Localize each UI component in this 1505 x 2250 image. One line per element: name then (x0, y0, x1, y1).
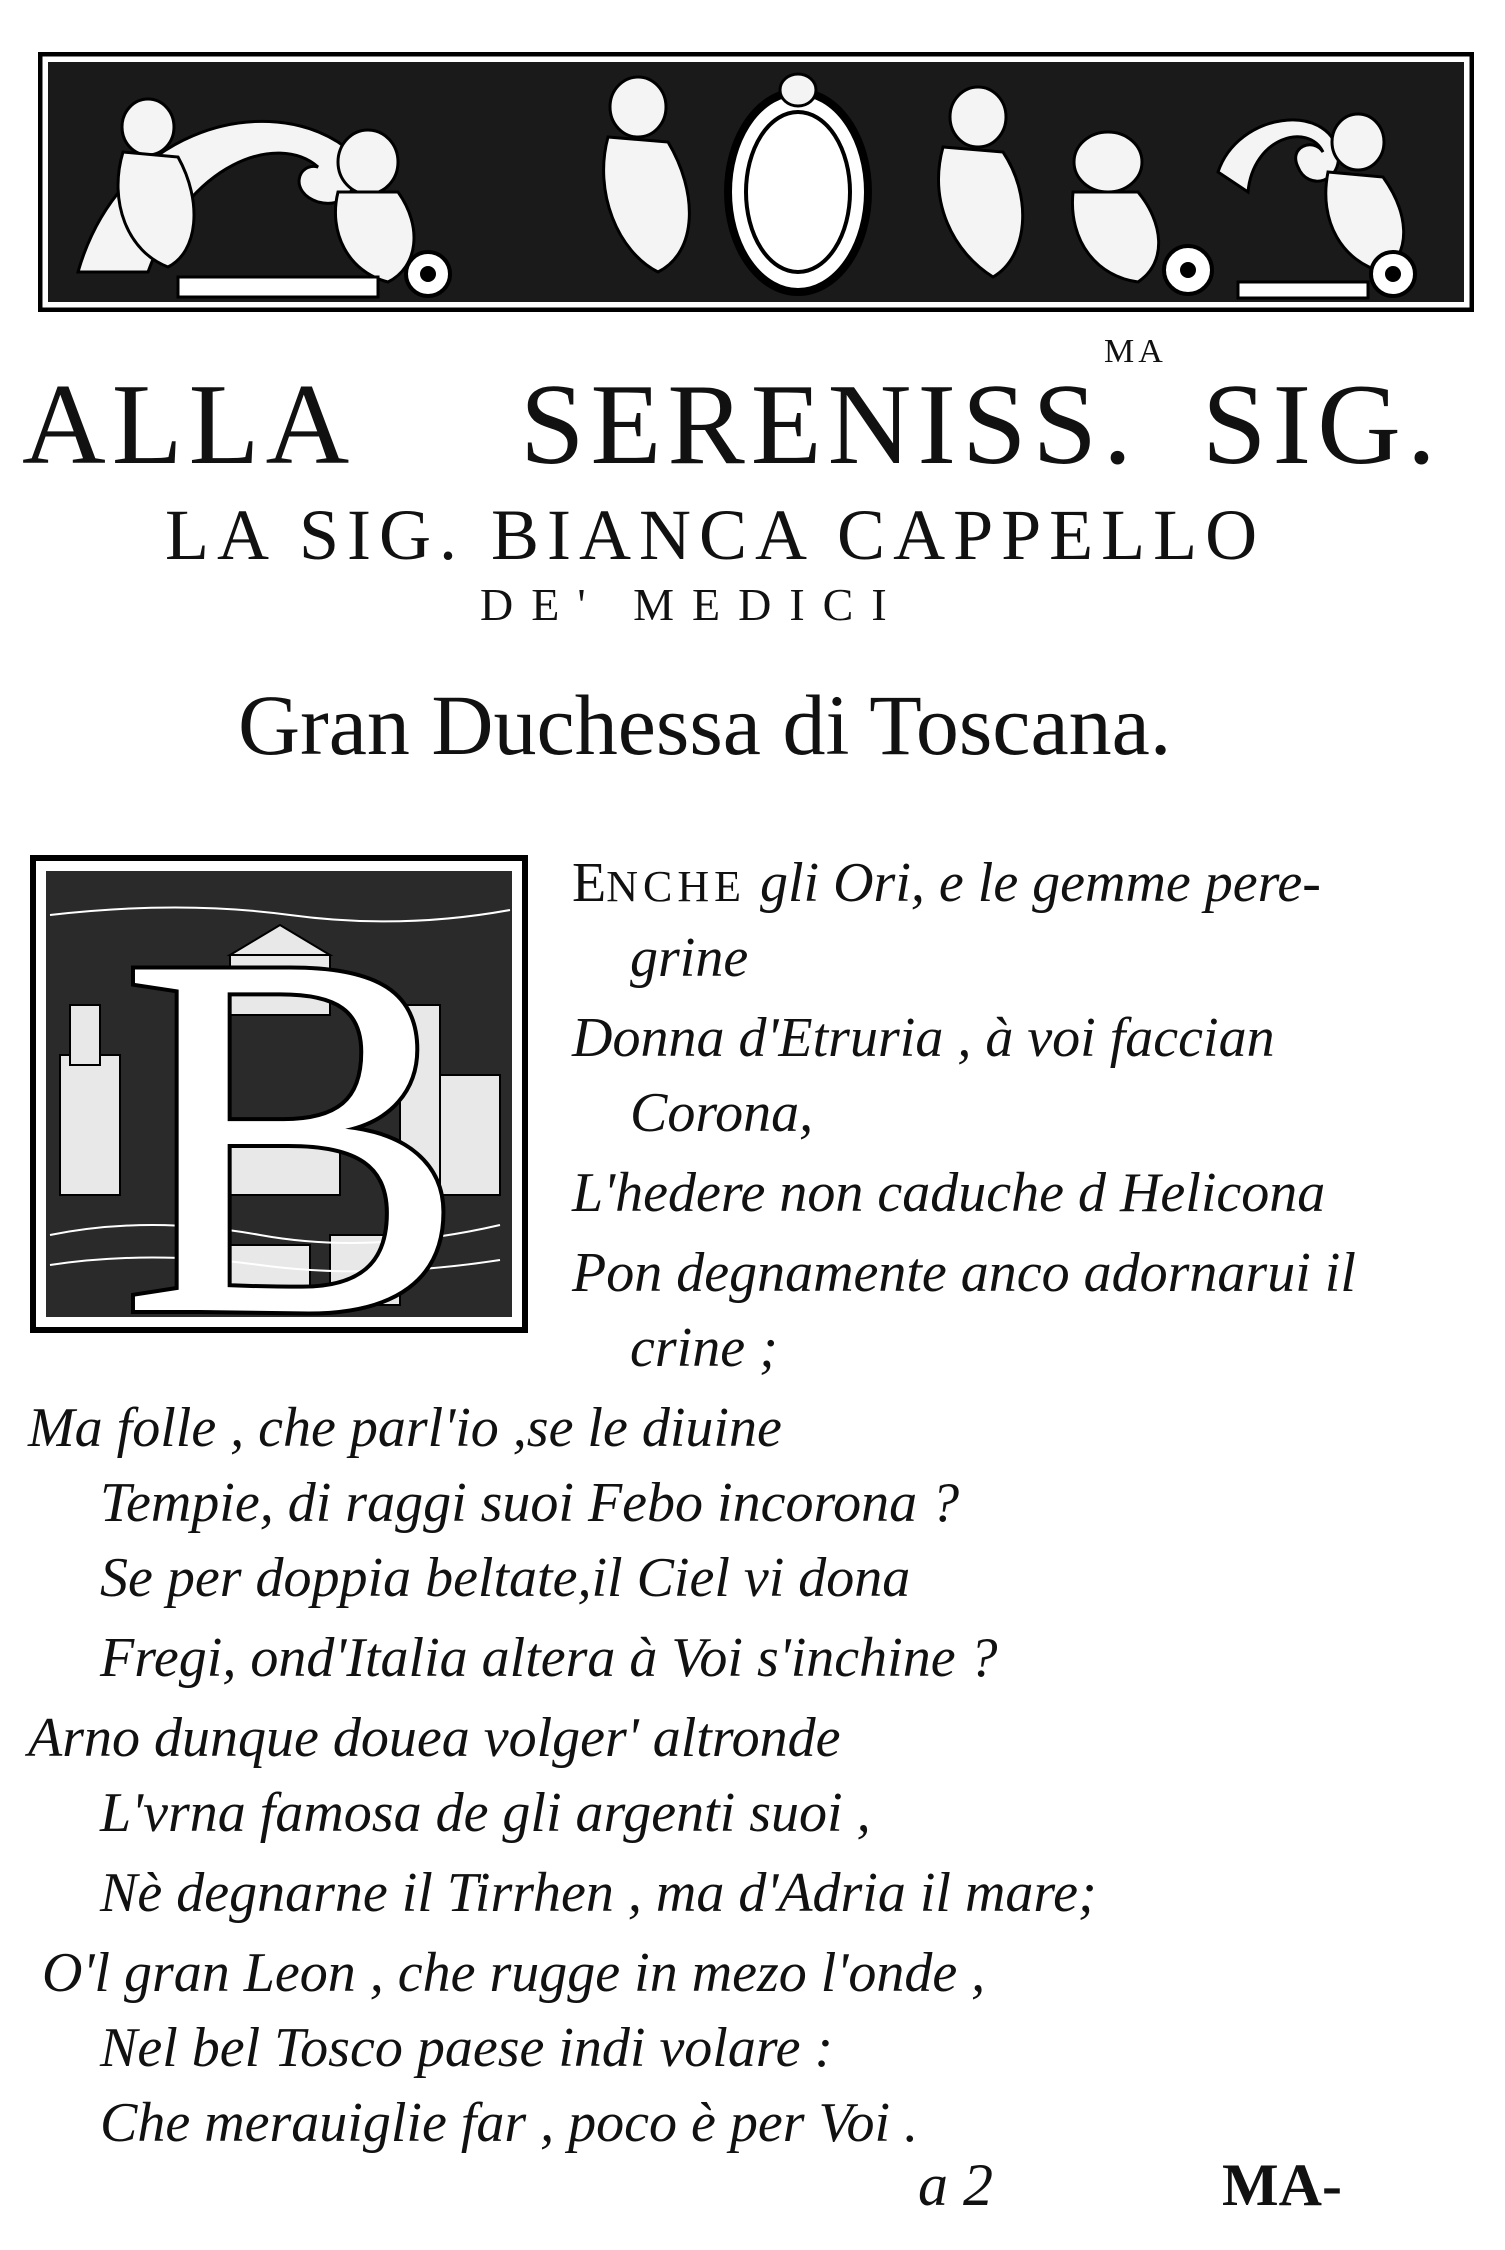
verse-line: Se per doppia beltate,il Ciel vi dona (100, 1547, 911, 1609)
heading-line-4: Gran Duchessa di Toscana. (238, 677, 1172, 773)
signature-mark: a 2 (918, 2152, 993, 2218)
verse-line: Pon degnamente anco adornarui il (572, 1242, 1356, 1304)
heading-word-sereniss: SERENISS. (520, 361, 1139, 489)
verse-first-letter: E (572, 852, 607, 914)
verse-line: Donna d'Etruria , à voi faccian (572, 1007, 1275, 1069)
verse-line: Tempie, di raggi suoi Febo incorona ? (100, 1472, 960, 1534)
verse-line: L'hedere non caduche d Helicona (572, 1162, 1326, 1224)
decorative-headpiece (38, 52, 1474, 312)
verse-line: Corona, (630, 1082, 814, 1144)
heading-line-1 (22, 333, 1482, 490)
catchword: MA- (1222, 2152, 1342, 2218)
verse-line: crine ; (630, 1317, 778, 1379)
heading-word-sig: SIG. (1202, 361, 1442, 489)
verse-line (572, 848, 1321, 922)
verse-line: Nel bel Tosco paese indi volare : (100, 2017, 834, 2079)
decorated-initial (30, 855, 528, 1333)
heading-line-3: DE' MEDICI (480, 579, 905, 630)
heading-line-2: LA SIG. BIANCA CAPPELLO (165, 495, 1266, 575)
verse-text: gli Ori, e le gemme pere- (746, 852, 1321, 914)
heading-word-alla: ALLA (22, 361, 356, 489)
verse-line: Ma folle , che parl'io ,se le diuine (28, 1397, 782, 1459)
verse-line: Arno dunque douea volger' altronde (28, 1707, 841, 1769)
initial-letter: B (120, 855, 467, 1333)
verse-line: Nè degnarne il Tirrhen , ma d'Adria il mare; (100, 1862, 1097, 1924)
verse-small-caps: NCHE (606, 862, 746, 911)
heading-superscript: MA (1104, 333, 1167, 370)
verse-line: grine (630, 927, 749, 989)
verse-line: O'l gran Leon , che rugge in mezo l'onde , (42, 1942, 986, 2004)
verse-line: Che merauiglie far , poco è per Voi . (100, 2092, 919, 2154)
verse-line: L'vrna famosa de gli argenti suoi , (100, 1782, 871, 1844)
verse-line: Fregi, ond'Italia altera à Voi s'inchine ? (100, 1627, 998, 1689)
